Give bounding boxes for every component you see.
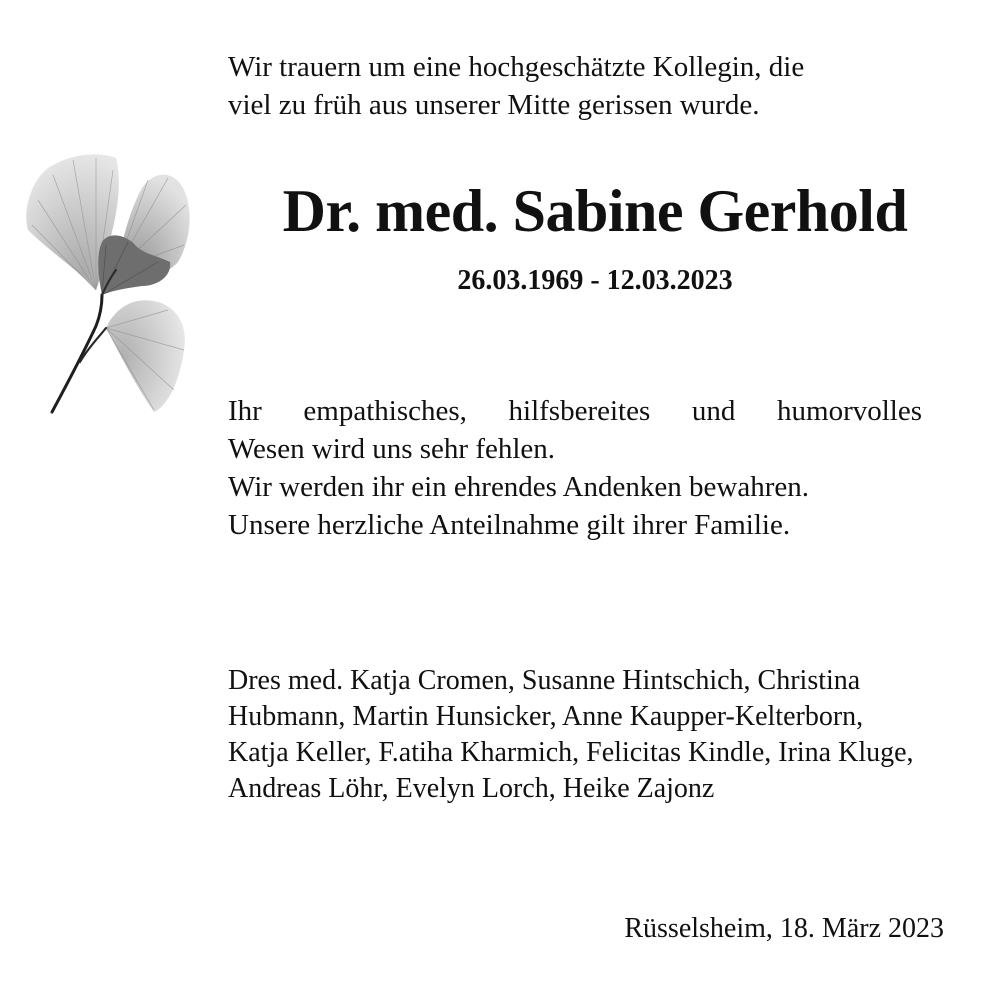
life-dates: 26.03.1969 - 12.03.2023 — [457, 265, 733, 296]
tribute-line-1: Ihr empathisches, hilfsbereites und humorvolles — [228, 395, 922, 427]
signatories-line-1: Dres med. Katja Cromen, Susanne Hintschich, Christina — [228, 665, 861, 696]
tribute-line-2: Wesen wird uns sehr fehlen. — [228, 433, 556, 465]
tribute-line-4: Unsere herzliche Anteilnahme gilt ihrer Familie. — [228, 509, 791, 541]
signatories-line-2: Hubmann, Martin Hunsicker, Anne Kaupper-Kelterborn, — [228, 701, 864, 732]
intro-line-1: Wir trauern um eine hochgeschätzte Kollegin, die — [228, 51, 805, 83]
place-date: Rüsselsheim, 18. März 2023 — [624, 913, 944, 944]
signatories-line-4: Andreas Löhr, Evelyn Lorch, Heike Zajonz — [228, 773, 715, 804]
signatories-line-3: Katja Keller, F.atiha Kharmich, Felicitas Kindle, Irina Kluge, — [228, 737, 914, 768]
deceased-name: Dr. med. Sabine Gerhold — [282, 178, 908, 244]
intro-line-2: viel zu früh aus unserer Mitte gerissen wurde. — [228, 89, 760, 121]
tribute-line-3: Wir werden ihr ein ehrendes Andenken bewahren. — [228, 471, 810, 503]
